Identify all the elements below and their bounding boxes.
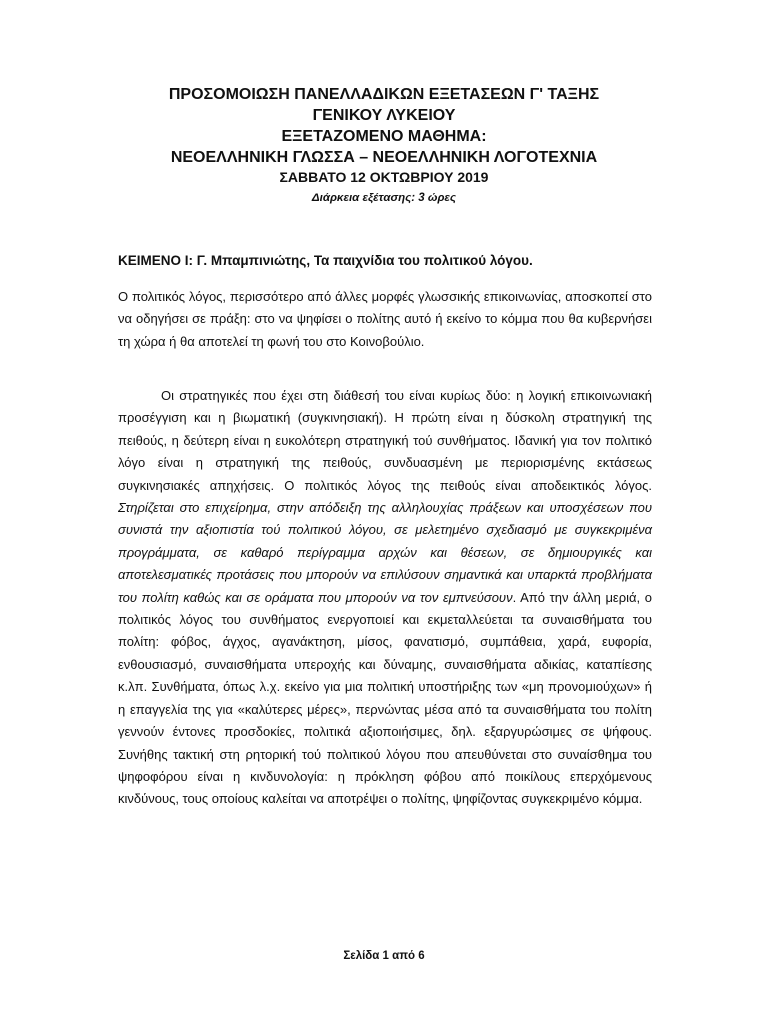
exam-subject-label: ΕΞΕΤΑΖΟΜΕΝΟ ΜΑΘΗΜΑ: [281,128,487,145]
text-title: ΚΕΙΜΕΝΟ Ι: Γ. Μπαμπινιώτης, Τα παιχνίδια του πολιτικού λόγου. [118,253,533,268]
exam-subject-name: ΝΕΟΕΛΛΗΝΙΚΗ ΓΛΩΣΣΑ – ΝΕΟΕΛΛΗΝΙΚΗ ΛΟΓΟΤΕΧΝΙΑ [170,149,598,166]
paragraph-1: Ο πολιτικός λόγος, περισσότερο από άλλες μορφές γλωσσικής επικοινωνίας, αποσκοπεί στο να οδηγήσει σε πράξη: στο να ψηφίσει ο πολίτης αυτό ή εκείνο το κόμμα που θα κυβερνήσει τη χώρα ή θα αποτελεί τη φωνή του στο Κοινοβούλιο. [118,289,652,349]
exam-title-line2: ΓΕΝΙΚΟΥ ΛΥΚΕΙΟΥ [312,107,456,124]
exam-header [0,84,768,207]
paragraph-2 [118,385,652,811]
paragraph-2-part2: . Από την άλλη μεριά, ο πολιτικός λόγος του συνθήματος ενεργοποιεί και εκμεταλλεύεται τα συναισθήματα του πολίτη: φόβος, άγχος, αγανάκτηση, μίσος, φανατισμό, συμπάθεια, χαρά, ευφορία, ενθουσιασμό, συναισθήματα υπεροχής και δύναμης, συναισθήματα αδικίας, καταπίεσης κ.λπ. Συνθήματα, όπως λ.χ. εκείνο για μια πολιτική υποστήριξης των «μη προνομιούχων» ή η επαγγελία της για «καλύτερες μέρες», περνώντας μέσα από τα συναισθήματα του πολίτη γεννούν έντονες προσδοκίες, πολιτικά αξιοποιήσιμες, δηλ. εξαργυρώσιμες σε ψήφους. Συνήθης τακτική στη ρητορική τού πολιτικού λόγου που απευθύνεται στο συναίσθημα του ψηφοφόρου είναι η κινδυνολογία: η πρόκληση φόβου από ποικίλους επερχόμενους κινδύνους, τους οποίους καλείται να αποτρέψει ο πολίτης, ψηφίζοντας συγκεκριμένο κόμμα. [118,589,652,807]
exam-title-line1: ΠΡΟΣΟΜΟΙΩΣΗ ΠΑΝΕΛΛΑΔΙΚΩΝ ΕΞΕΤΑΣΕΩΝ Γ' ΤΑΞΗΣ [168,86,600,103]
exam-date: ΣΑΒΒΑΤΟ 12 ΟΚΤΩΒΡΙΟΥ 2019 [279,169,489,185]
exam-duration: Διάρκεια εξέτασης: 3 ώρες [311,192,457,204]
page-number: Σελίδα 1 από 6 [343,950,425,962]
paragraph-2-italic: Στηρίζεται στο επιχείρημα, στην απόδειξη της αλληλουχίας πράξεων και υποσχέσεων που συνιστά την αξιοπιστία τού πολιτικού λόγου, σε μελετημένο σχεδιασμό με συγκεκριμένα προγράμματα, σε καθαρό περίγραμμα αρχών και θέσεων, σε δημιουργικές και αποτελεσματικές προτάσεις που μπορούν να επιλύσουν σημαντικά και υπαρκτά προβλήματα του πολίτη καθώς και σε οράματα που μπορούν να τον εμπνεύσουν [118,500,652,605]
paragraph-2-part1: Οι στρατηγικές που έχει στη διάθεσή του είναι κυρίως δύο: η λογική επικοινωνιακή προσέγγιση και η βιωματική (συγκινησιακή). Η πρώτη είναι η δύσκολη στρατηγική της πειθούς, η δεύτερη είναι η ευκολότερη στρατηγική τού συνθήματος. Ιδανική για τον πολιτικό λόγο είναι η στρατηγική της πειθούς, συνδυασμένη με περιορισμένης εκτάσεως συγκινησιακές απηχήσεις. Ο πολιτικός λόγος της πειθούς είναι αποδεικτικός λόγος. [118,388,652,493]
